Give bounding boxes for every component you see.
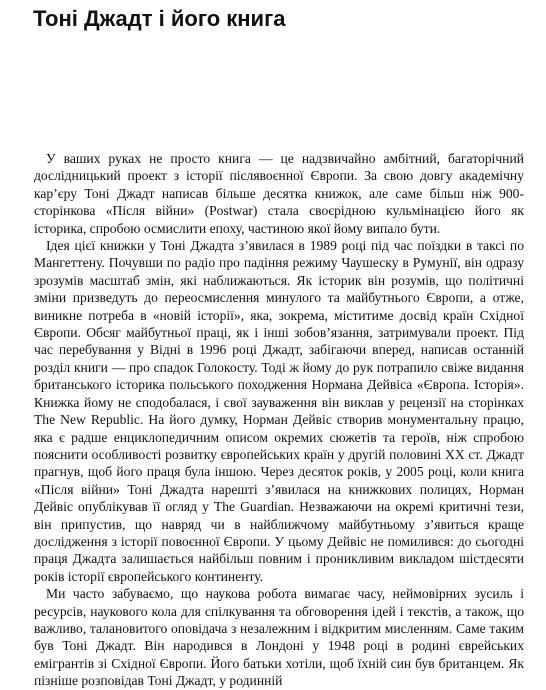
paragraph: У ваших руках не просто книга — це надзвичайно амбітний, багаторічний дослідницький проект з історії післявоєнної Європи. За свою довгу академічну кар’єру Тоні Джадт написав більше десятка книжок, але саме більш ніж 900-сторінкова «Після війни» (Postwar) стала своєрідною кульмінацією його як історика, спробою осмислити епоху, частиною якої йому випало бути.: [34, 151, 524, 236]
page-title: Тоні Джадт і його книга: [33, 6, 286, 31]
paragraph: Ми часто забуваємо, що наукова робота вимагає часу, неймовірних зусиль і ресурсів, наукового кола для спілкування та обговорення ідей і текстів, а також, що важливо, талановитого оповідача з незалежним і відкритим мисленням. Саме таким був Тоні Джадт. Він народився в Лондоні у 1948 році в родині єврейських емігрантів зі Східної Європи. Його батьки хотіли, щоб їхній син був британцем. Як пізніше розповідав Тоні Джадт, у родинній: [34, 586, 524, 689]
document-body: [34, 150, 524, 690]
paragraph: Ідея цієї книжки у Тоні Джадта з’явилася в 1989 році під час поїздки в таксі по Мангеттену. Почувши по радіо про падіння режиму Чаушеску в Румунії, він одразу зрозумів масштаб змін, які наближаються. Як історик він розумів, що політичні зміни призведуть до переосмислення минулого та майбутнього Європи, а отже, виникне потреба в «новій історії», яка, зокрема, міститиме досвід країн Східної Європи. Обсяг майбутньої праці, як і інші зобов’язання, затримували проект. Під час перебування у Відні в 1996 році Джадт, забігаючи вперед, написав останній розділ книги — про спадок Голокосту. Тоді ж йому до рук потрапило свіже видання британського історика польського походження Нормана Дейвіса «Європа. Історія». Книжка йому не сподобалася, і свої зауваження він виклав у рецензії на сторінках The New Republic. На його думку, Норман Дейвіс створив монументальну працю, яка є радше енциклопедичним описом окремих сюжетів та героїв, ніж спробою пояснити особливості розвитку європейських країн у другій половині XX ст. Джадт прагнув, щоб його праця була іншою. Через десяток років, у 2005 році, коли книга «Після війни» Тоні Джадта нарешті з’явилася на книжкових полицях, Норман Дейвіс опублікував її огляд у The Guardian. Незважаючи на окремі критичні тези, він припустив, що навряд чи в найближчому майбутньому з’явиться краще дослідження з історії повоєнної Європи. У цьому Дейвіс не помилився: до сьогодні праця Джадта залишається найбільш повним і проникливим викладом шістдесяти років історії європейського континенту.: [34, 238, 524, 584]
